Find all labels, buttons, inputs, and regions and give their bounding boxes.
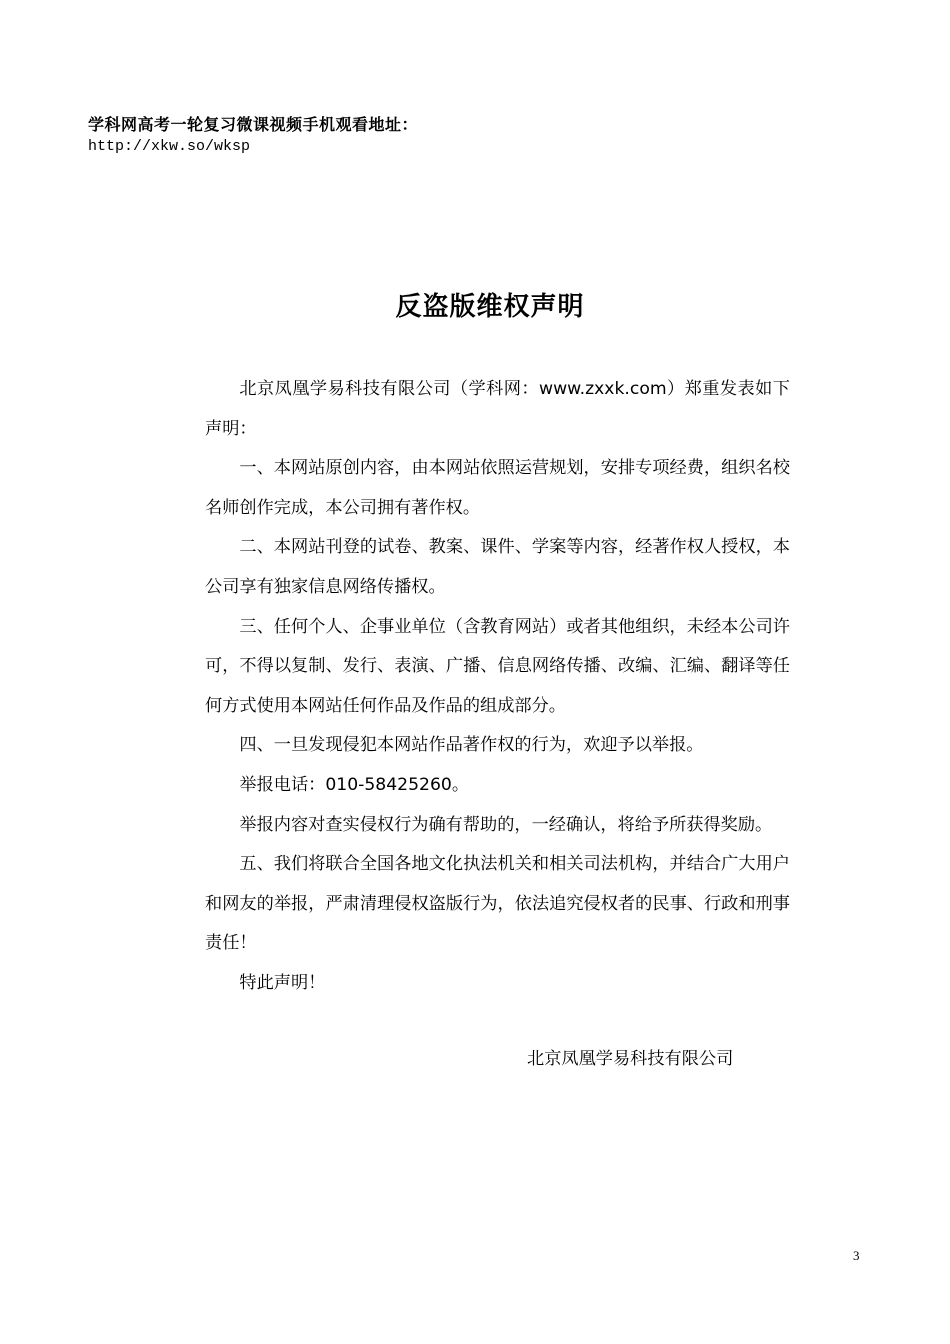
company-signature: 北京凤凰学易科技有限公司 — [527, 1049, 734, 1069]
paragraph-closing: 特此声明！ — [239, 972, 326, 993]
document-body — [205, 370, 790, 1004]
paragraph-report-phone: 举报电话：010-58425260。 — [239, 774, 470, 795]
header-title: 学科网高考一轮复习微课视频手机观看地址： — [88, 115, 419, 134]
header-url[interactable]: http://xkw.so/wksp — [88, 138, 251, 155]
paragraph-4: 四、一旦发现侵犯本网站作品著作权的行为，欢迎予以举报。 — [239, 735, 704, 756]
document-title: 反盗版维权声明 — [395, 292, 585, 322]
paragraph-3: 三、任何个人、企事业单位（含教育网站）或者其他组织，未经本公司许可，不得以复制、发行、表演、广播、信息网络传播、改编、汇编、翻译等任何方式使用本网站任何作品及作品的组成部分。 — [205, 616, 790, 716]
paragraph-report-reward: 举报内容对查实侵权行为确有帮助的，一经确认，将给予所获得奖励。 — [239, 814, 773, 835]
paragraph-1: 一、本网站原创内容，由本网站依照运营规划，安排专项经费，组织名校名师创作完成，本公司拥有著作权。 — [205, 458, 790, 518]
paragraph-2: 二、本网站刊登的试卷、教案、课件、学案等内容，经著作权人授权，本公司享有独家信息网络传播权。 — [205, 537, 790, 597]
paragraph-5: 五、我们将联合全国各地文化执法机关和相关司法机构，并结合广大用户和网友的举报，严肃清理侵权盗版行为，依法追究侵权者的民事、行政和刑事责任！ — [205, 854, 790, 954]
paragraph-intro: 北京凤凰学易科技有限公司（学科网：www.zxxk.com）郑重发表如下声明： — [205, 379, 790, 439]
page-number: 3 — [853, 1248, 860, 1263]
